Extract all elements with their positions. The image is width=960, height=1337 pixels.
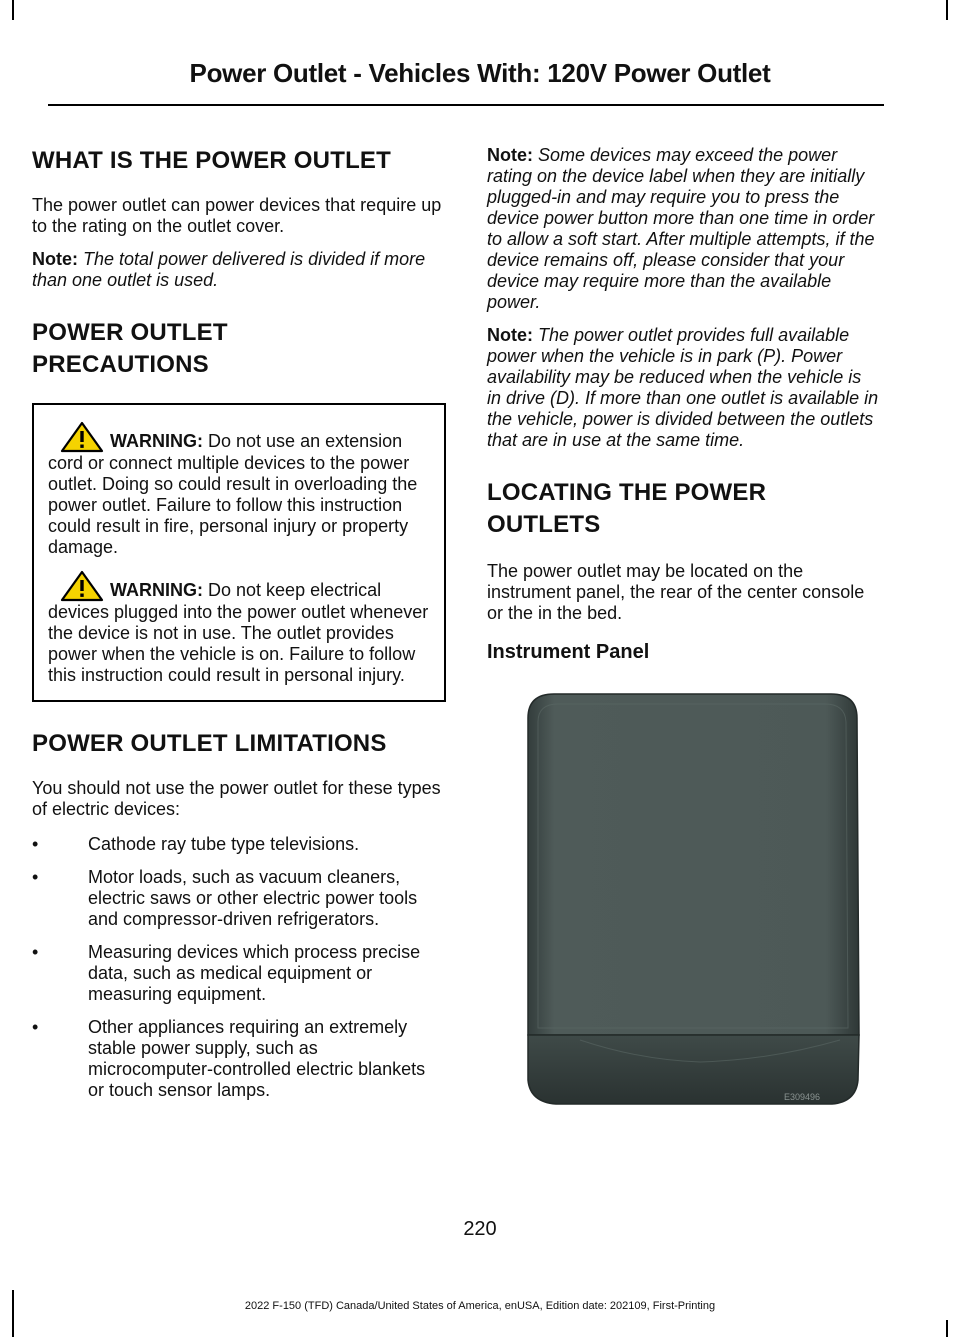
what-is-paragraph: The power outlet can power devices that require up to the rating on the outlet cover. — [32, 195, 442, 236]
edition-footer: 2022 F-150 (TFD) Canada/United States of America, enUSA, Edition date: 202109, First-Printing — [244, 1300, 716, 1312]
warning-text: Do not keep electrical devices plugged into the power outlet whenever the device is not in use. The outlet provides power when the vehicle is on. Failure to follow this instruction could result in personal injury. — [48, 580, 429, 685]
note-label: Note: — [32, 249, 78, 269]
locating-heading — [487, 477, 879, 541]
note-park-availability — [487, 325, 879, 451]
note-text: Some devices may exceed the power rating on the device label when they are initially plugged-in and may require you to press the device power button more than one time in order to allow a soft start. After multiple attempts, if the device remains off, please consider that your device may require more than the available power. — [487, 145, 875, 312]
note-label: Note: — [487, 145, 533, 165]
precautions-heading — [32, 317, 446, 381]
list-item-text: Cathode ray tube type televisions. — [88, 834, 360, 854]
right-column — [487, 145, 879, 664]
page-number: 220 — [463, 1218, 497, 1240]
outlet-cover-illustration — [520, 690, 865, 1115]
warning-text: Do not use an extension cord or connect multiple devices to the power outlet. Doing so could result in overloading the power outlet. Failure to follow this instruction could result in fire, personal injury or property damage. — [48, 431, 418, 557]
list-item-text: Measuring devices which process precise data, such as medical equipment or measuring equipment. — [88, 942, 421, 1004]
note-text: The power outlet provides full available power when the vehicle is in park (P). Power availability may be reduced when the vehicle is in drive (D). If more than one outlet is available in the vehicle, power is divided between the outlets that are in use at the same time. — [487, 325, 879, 450]
list-item — [32, 867, 446, 930]
warning-unplug-devices — [48, 570, 430, 686]
note-soft-start — [487, 145, 879, 313]
warning-label: WARNING: — [110, 431, 203, 451]
locating-heading-line-1: LOCATING THE POWER — [487, 479, 767, 506]
cover-face — [528, 694, 859, 1035]
locating-paragraph: The power outlet may be located on the instrument panel, the rear of the center console or the in the bed. — [487, 561, 865, 623]
what-is-heading: WHAT IS THE POWER OUTLET — [32, 147, 391, 174]
limitations-heading: POWER OUTLET LIMITATIONS — [32, 730, 387, 757]
instrument-panel-subheading: Instrument Panel — [487, 641, 650, 663]
precautions-heading-line-2: PRECAUTIONS — [32, 351, 209, 378]
note-label: Note: — [487, 325, 533, 345]
bullet: • — [32, 1017, 39, 1037]
precautions-heading-line-1: POWER OUTLET — [32, 319, 228, 346]
warning-triangle-icon — [60, 421, 104, 453]
limitations-paragraph: You should not use the power outlet for these types of electric devices: — [32, 778, 441, 819]
crop-mark-bottom-right — [946, 1320, 948, 1337]
header-divider — [48, 104, 884, 106]
left-column — [32, 145, 446, 1113]
bullet: • — [32, 867, 39, 887]
page-header-title: Power Outlet - Vehicles With: 120V Power Outlet — [189, 58, 771, 88]
bullet: • — [32, 834, 39, 854]
note-total-power — [32, 249, 446, 291]
locating-heading-line-2: OUTLETS — [487, 511, 601, 538]
limitations-list — [32, 834, 446, 1101]
warning-label: WARNING: — [110, 580, 203, 600]
list-item — [32, 942, 446, 1005]
crop-mark-top-left — [12, 0, 14, 20]
note-text: The total power delivered is divided if more than one outlet is used. — [32, 249, 426, 290]
list-item-text: Motor loads, such as vacuum cleaners, electric saws or other electric power tools and compressor-driven refrigerators. — [88, 867, 418, 929]
crop-mark-top-right — [946, 0, 948, 20]
list-item — [32, 1017, 446, 1101]
bullet: • — [32, 942, 39, 962]
list-item — [32, 834, 446, 855]
warning-box — [32, 403, 446, 702]
list-item-text: Other appliances requiring an extremely stable power supply, such as microcomputer-controlled electric blankets or touch sensor lamps. — [88, 1017, 426, 1100]
crop-mark-bottom-left — [12, 1290, 14, 1337]
figure-code: E309496 — [783, 1092, 820, 1102]
warning-extension-cord — [48, 421, 430, 558]
warning-triangle-icon — [60, 570, 104, 602]
